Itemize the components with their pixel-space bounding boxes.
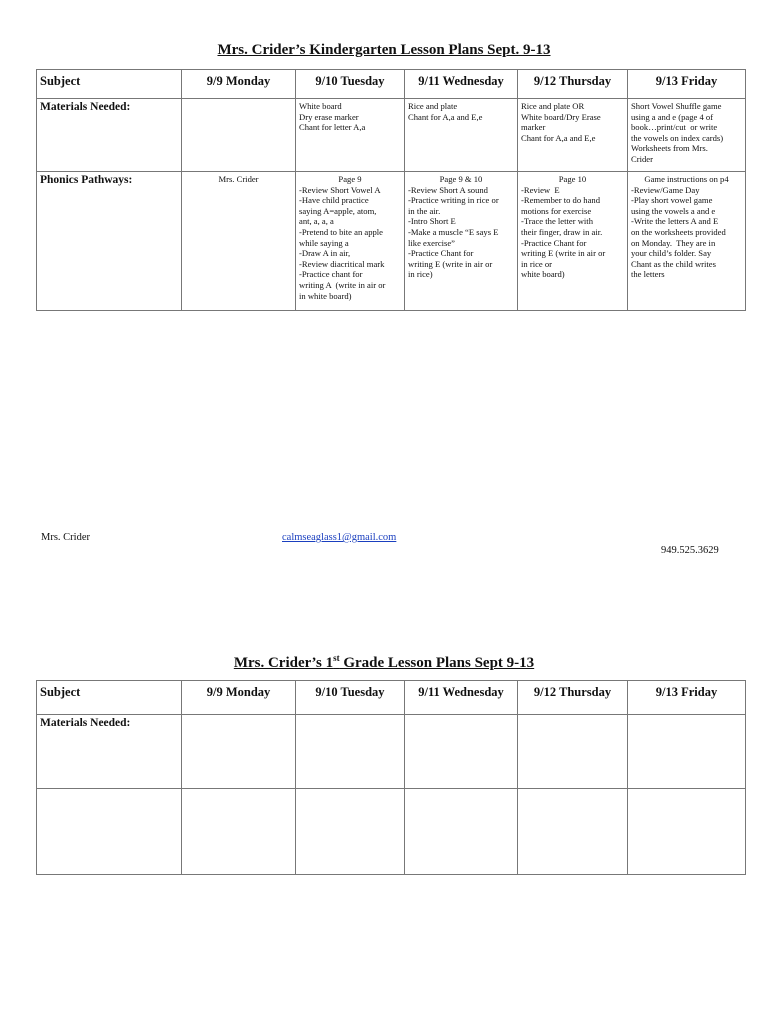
header-thursday: 9/12 Thursday	[518, 681, 628, 715]
empty-cell	[405, 789, 518, 875]
first-header-row	[37, 681, 746, 715]
first-empty-row	[37, 789, 746, 875]
empty-cell	[296, 789, 405, 875]
phonics-line: -Trace the letter with	[521, 216, 593, 227]
phonics-line: -Practice Chant for	[408, 248, 474, 259]
empty-cell	[518, 715, 628, 789]
empty-cell	[182, 789, 296, 875]
empty-cell	[37, 789, 182, 875]
phonics-line: like exercise”	[408, 237, 455, 248]
phonics-friday	[628, 172, 746, 311]
first-grade-title-pre: Mrs. Crider’s 1	[233, 655, 334, 671]
materials-label: Materials Needed:	[37, 99, 182, 172]
first-materials-row	[37, 715, 746, 789]
phonics-page-heading: Page 9 & 10	[439, 174, 483, 184]
phonics-monday	[182, 172, 296, 311]
materials-line: book…print/cut or write	[631, 122, 718, 133]
phonics-line: motions for exercise	[521, 205, 592, 216]
materials-line: Dry erase marker	[299, 111, 359, 122]
materials-line: marker	[521, 122, 546, 133]
phonics-monday-text: Mrs. Crider	[218, 174, 259, 184]
materials-thursday	[518, 99, 628, 172]
kindergarten-lesson-table	[36, 69, 746, 311]
phonics-line: -Review diacritical mark	[299, 258, 385, 269]
header-tuesday: 9/10 Tuesday	[296, 681, 405, 715]
materials-line: Worksheets from Mrs.	[631, 143, 708, 154]
phonics-line: on Monday. They are in	[631, 237, 716, 248]
header-subject: Subject	[37, 681, 182, 715]
empty-cell	[182, 715, 296, 789]
empty-cell	[296, 715, 405, 789]
empty-cell	[628, 715, 746, 789]
materials-line: Rice and plate	[408, 101, 458, 111]
phonics-line: the letters	[631, 269, 665, 280]
materials-line: Rice and plate OR	[521, 101, 585, 111]
header-thursday: 9/12 Thursday	[518, 70, 628, 99]
phonics-line: your child’s folder. Say	[631, 248, 712, 259]
header-subject: Subject	[37, 70, 182, 99]
phonics-line: while saying a	[299, 237, 349, 248]
phonics-page-heading: Game instructions on p4	[644, 174, 729, 184]
materials-label: Materials Needed:	[37, 715, 182, 789]
phonics-line: writing E (write in air or	[521, 248, 606, 259]
phonics-line: on the worksheets provided	[631, 226, 726, 237]
first-grade-title	[0, 653, 768, 672]
phonics-line: in rice)	[408, 269, 433, 280]
phonics-line: -Practice chant for	[299, 269, 363, 280]
empty-cell	[405, 715, 518, 789]
header-wednesday: 9/11 Wednesday	[405, 681, 518, 715]
kinder-header-row	[37, 70, 746, 99]
materials-line: Chant for A,a and E,e	[408, 111, 483, 122]
phonics-line: ant, a, a, a	[299, 216, 334, 227]
phonics-line: -Make a muscle “E says E	[408, 226, 499, 237]
phonics-line: -Remember to do hand	[521, 195, 600, 206]
phonics-line: -Pretend to bite an apple	[299, 226, 383, 237]
materials-tuesday	[296, 99, 405, 172]
materials-line: Crider	[631, 153, 653, 164]
materials-line: White board/Dry Erase	[521, 111, 601, 122]
email-link[interactable]: calmseaglass1@gmail.com	[282, 532, 397, 543]
phonics-tuesday	[296, 172, 405, 311]
header-wednesday: 9/11 Wednesday	[405, 70, 518, 99]
header-monday: 9/9 Monday	[182, 681, 296, 715]
header-friday: 9/13 Friday	[628, 681, 746, 715]
materials-line: using a and e (page 4 of	[631, 111, 714, 122]
phonics-line: in the air.	[408, 205, 441, 216]
first-grade-title-post: Grade Lesson Plans Sept 9-13	[339, 655, 535, 671]
phonics-line: their finger, draw in air.	[521, 226, 603, 237]
empty-cell	[628, 789, 746, 875]
materials-monday	[182, 99, 296, 172]
phonics-line: -Practice Chant for	[521, 237, 587, 248]
phonics-line: white board)	[521, 269, 565, 280]
header-tuesday: 9/10 Tuesday	[296, 70, 405, 99]
phonics-page-heading: Page 10	[558, 174, 587, 184]
phonics-line: in rice or	[521, 258, 553, 269]
phonics-line: -Review Short A sound	[408, 184, 488, 195]
materials-line: White board	[299, 101, 342, 111]
kinder-phonics-row	[37, 172, 746, 311]
phonics-line: -Practice writing in rice or	[408, 195, 499, 206]
phonics-line: using the vowels a and e	[631, 205, 716, 216]
phone-number: 949.525.3629	[661, 545, 719, 556]
phonics-page-heading: Page 9	[338, 174, 362, 184]
header-friday: 9/13 Friday	[628, 70, 746, 99]
phonics-label: Phonics Pathways:	[37, 172, 182, 311]
phonics-line: Chant as the child writes	[631, 258, 716, 269]
phonics-line: in white board)	[299, 290, 352, 301]
phonics-line: -Draw A in air,	[299, 248, 351, 259]
phonics-line: -Review E	[521, 184, 560, 195]
first-grade-title-sup: st	[333, 653, 340, 663]
empty-cell	[518, 789, 628, 875]
header-monday: 9/9 Monday	[182, 70, 296, 99]
phonics-line: -Review/Game Day	[631, 184, 700, 195]
kinder-materials-row	[37, 99, 746, 172]
materials-wednesday	[405, 99, 518, 172]
teacher-name: Mrs. Crider	[41, 532, 90, 543]
phonics-line: -Have child practice	[299, 195, 369, 206]
phonics-line: -Review Short Vowel A	[299, 184, 381, 195]
materials-friday	[628, 99, 746, 172]
phonics-line: -Play short vowel game	[631, 195, 713, 206]
first-grade-lesson-table	[36, 680, 746, 875]
materials-line: the vowels on index cards)	[631, 132, 724, 143]
phonics-line: writing E (write in air or	[408, 258, 493, 269]
kindergarten-title: Mrs. Crider’s Kindergarten Lesson Plans Sept. 9-13	[217, 42, 551, 58]
materials-line: Chant for letter A,a	[299, 122, 366, 133]
phonics-line: -Write the letters A and E	[631, 216, 719, 227]
phonics-line: -Intro Short E	[408, 216, 456, 227]
phonics-thursday	[518, 172, 628, 311]
phonics-wednesday	[405, 172, 518, 311]
materials-line: Short Vowel Shuffle game	[631, 101, 722, 111]
materials-line: Chant for A,a and E,e	[521, 132, 596, 143]
phonics-line: saying A=apple, atom,	[299, 205, 377, 216]
phonics-line: writing A (write in air or	[299, 279, 386, 290]
